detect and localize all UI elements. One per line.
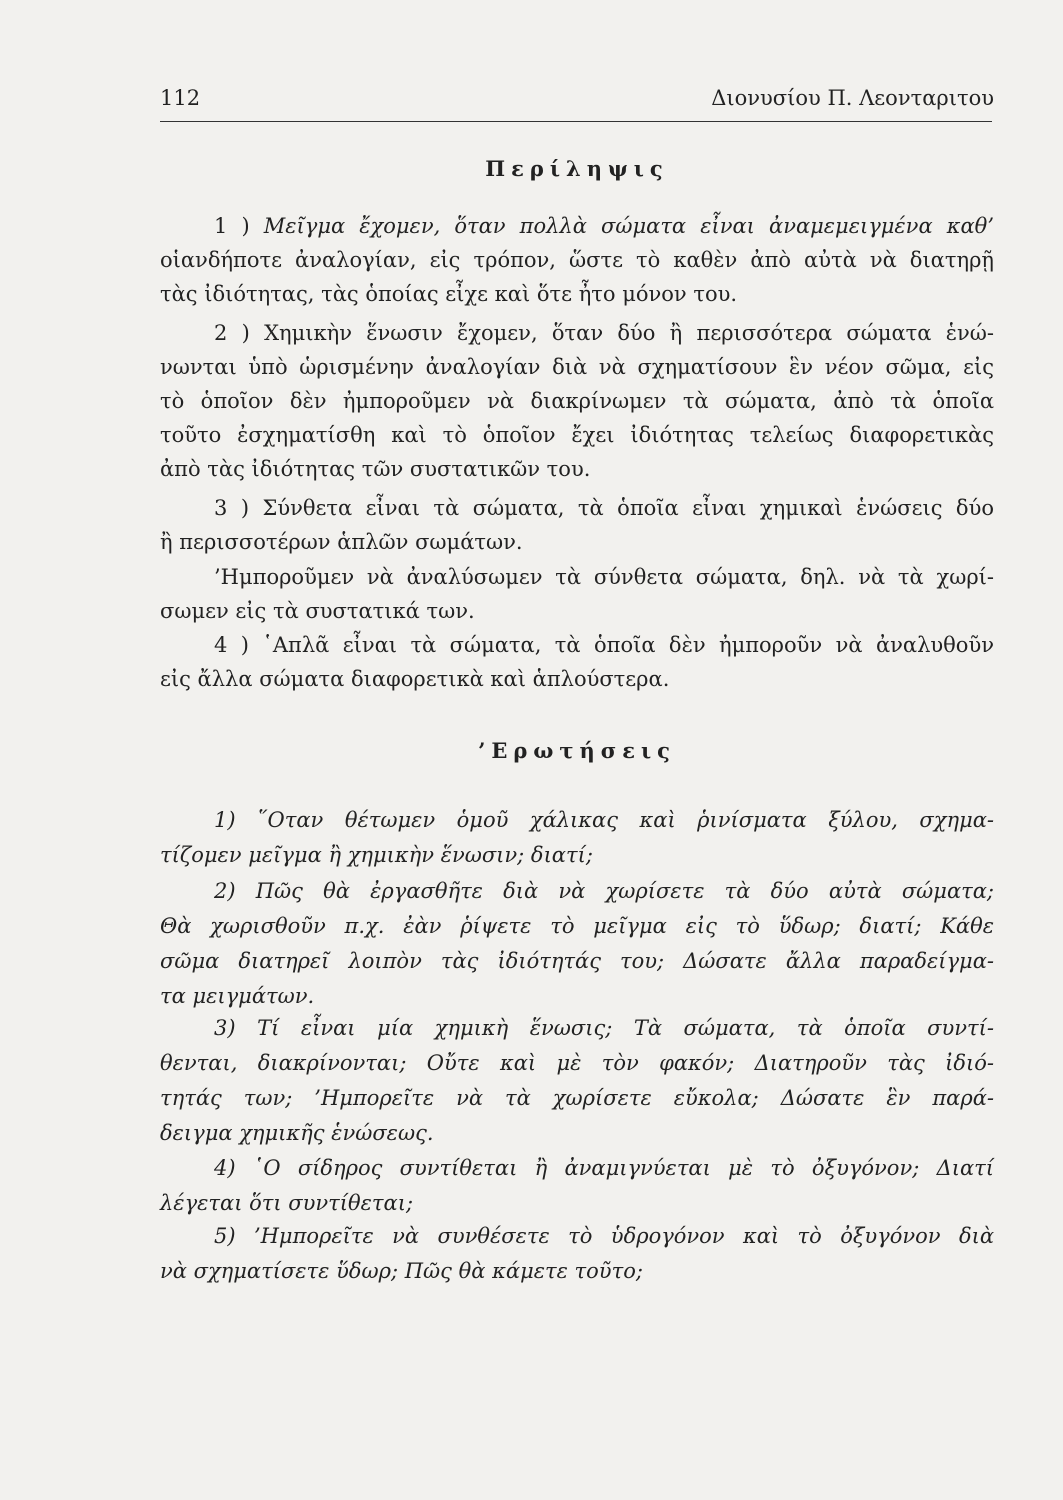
running-head: Διονυσίου Π. Λεονταριτου: [711, 86, 994, 110]
text-line: 1) ῞Οταν θέτωμεν ὁμοῦ χάλικας καὶ ῥινίσματα ξύλου, σχημα-: [214, 808, 994, 832]
text-line: [160, 628, 994, 662]
text-line: Μεῖγμα ἔχομεν, ὅταν πολλὰ σώματα εἶναι ἀναμεμειγμένα καθ’: [263, 214, 994, 238]
text-line: θενται, διακρίνονται; Οὔτε καὶ μὲ τὸν φακόν; Διατηροῦν τὰς ἰδιό-: [160, 1051, 994, 1075]
text-line: Χημικὴν ἕνωσιν ἔχομεν, ὅταν δύο ἢ περισσότερα σώματα ἑνώ-: [264, 321, 995, 345]
summary-paragraph-4: [160, 628, 994, 696]
text-line: 2) Πῶς θὰ ἐργασθῆτε διὰ νὰ χωρίσετε τὰ δύο αὐτὰ σώματα;: [214, 879, 994, 903]
text-line: τητάς των; ’Ημπορεῖτε νὰ τὰ χωρίσετε εὔκολα; Δώσατε ἓν παρά-: [160, 1086, 994, 1110]
summary-paragraph-1: [160, 209, 994, 311]
question-3: [160, 1011, 994, 1151]
text-line: οἱανδήποτε ἀναλογίαν, εἰς τρόπον, ὥστε τὸ καθὲν ἀπὸ αὐτὰ νὰ διατηρῇ: [160, 248, 994, 272]
text-line: τίζομεν μεῖγμα ἢ χημικὴν ἕνωσιν; διατί;: [160, 843, 593, 867]
summary-heading: Περίληψις: [485, 156, 669, 181]
text-line: σωμεν εἰς τὰ συστατικά των.: [160, 599, 475, 623]
text-line: νὰ σχηματίσετε ὕδωρ; Πῶς θὰ κάμετε τοῦτο;: [160, 1259, 643, 1283]
paragraph-number: 3 ): [214, 496, 250, 520]
text-line: τὸ ὁποῖον δὲν ἠμποροῦμεν νὰ διακρίνωμεν τὰ σώματα, ἀπὸ τὰ ὁποῖα: [160, 389, 994, 413]
text-line: [160, 316, 994, 350]
text-line: Θὰ χωρισθοῦν π.χ. ἐὰν ῥίψετε τὸ μεῖγμα εἰς τὸ ὕδωρ; διατί; Κάθε: [160, 914, 994, 938]
question-5: [160, 1219, 994, 1289]
header-rule: [160, 121, 992, 122]
text-line: σῶμα διατηρεῖ λοιπὸν τὰς ἰδιότητάς του; Δώσατε ἄλλα παραδείγμα-: [160, 949, 994, 973]
question-1: [160, 803, 994, 873]
text-line: 3) Τί εἶναι μία χημικὴ ἕνωσις; Τὰ σώματα, τὰ ὁποῖα συντί-: [214, 1016, 994, 1040]
summary-paragraph-3b: [160, 560, 994, 628]
page-header: [160, 86, 994, 118]
summary-paragraph-2: [160, 316, 994, 486]
text-line: ’Ημποροῦμεν νὰ ἀναλύσωμεν τὰ σύνθετα σώματα, δηλ. νὰ τὰ χωρί-: [214, 565, 994, 589]
text-line: εἰς ἄλλα σώματα διαφορετικὰ καὶ ἁπλούστερα.: [160, 667, 670, 691]
text-line: δειγμα χημικῆς ἑνώσεως.: [160, 1121, 434, 1145]
questions-heading: ’Ερωτήσεις: [478, 738, 676, 763]
text-line: λέγεται ὅτι συντίθεται;: [160, 1191, 414, 1215]
text-line: τοῦτο ἐσχηματίσθη καὶ τὸ ὁποῖον ἔχει ἰδιότητας τελείως διαφορετικὰς: [160, 423, 994, 447]
page-number: 112: [160, 86, 201, 110]
question-2: [160, 874, 994, 1014]
text-line: ἢ περισσοτέρων ἁπλῶν σωμάτων.: [160, 530, 523, 554]
text-line: 4) ῾Ο σίδηρος συντίθεται ἢ ἀναμιγνύεται μὲ τὸ ὀξυγόνον; Διατί: [214, 1156, 994, 1180]
paragraph-number: 2 ): [214, 321, 250, 345]
paragraph-number: 1 ): [214, 214, 250, 238]
text-line: ἀπὸ τὰς ἰδιότητας τῶν συστατικῶν του.: [160, 457, 591, 481]
text-line: νωνται ὑπὸ ὡρισμένην ἀναλογίαν διὰ νὰ σχηματίσουν ἓν νέον σῶμα, εἰς: [160, 355, 994, 379]
text-line: [160, 209, 994, 243]
summary-paragraph-3: [160, 491, 994, 559]
paragraph-number: 4 ): [214, 633, 249, 657]
text-line: Σύνθετα εἶναι τὰ σώματα, τὰ ὁποῖα εἶναι χημικαὶ ἑνώσεις δύο: [262, 496, 994, 520]
question-4: [160, 1151, 994, 1221]
text-line: τὰς ἰδιότητας, τὰς ὁποίας εἶχε καὶ ὅτε ἦτο μόνον του.: [160, 282, 738, 306]
text-line: [160, 491, 994, 525]
text-line: τα μειγμάτων.: [160, 984, 315, 1008]
text-line: ῾Απλᾶ εἶναι τὰ σώματα, τὰ ὁποῖα δὲν ἠμποροῦν νὰ ἀναλυθοῦν: [262, 633, 994, 657]
text-line: 5) ’Ημπορεῖτε νὰ συνθέσετε τὸ ὑδρογόνον καὶ τὸ ὀξυγόνον διὰ: [214, 1224, 994, 1248]
